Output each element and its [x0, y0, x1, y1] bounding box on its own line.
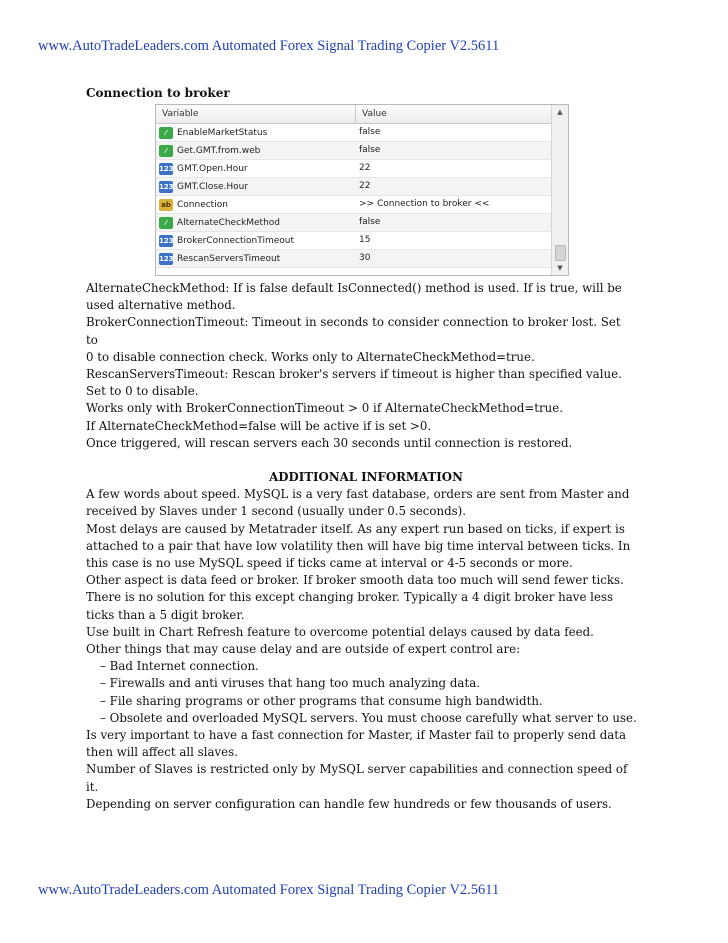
text-line: There is no solution for this except changing broker. Typically a 4 digit broker have less	[86, 590, 614, 605]
text-line: Other things that may cause delay and are outside of expert control are:	[86, 642, 521, 657]
table-row[interactable]	[156, 214, 552, 232]
value-cell[interactable]: 22	[359, 163, 371, 173]
value-cell[interactable]: false	[359, 145, 381, 155]
text-line: then will affect all slaves.	[86, 745, 238, 760]
list-item: – Bad Internet connection.	[100, 659, 259, 674]
text-line: Other aspect is data feed or broker. If broker smooth data too much will send fewer ticks.	[86, 573, 624, 588]
text-line: Is very important to have a fast connection for Master, if Master fail to properly send data	[86, 728, 627, 743]
table-header	[156, 105, 552, 124]
list-item: – File sharing programs or other programs that consume high bandwidth.	[100, 693, 543, 708]
text-line: it.	[86, 779, 99, 794]
variable-name: GMT.Open.Hour	[177, 163, 248, 174]
string-type-icon: ab	[159, 199, 173, 211]
variable-cell	[156, 232, 355, 249]
boolean-type-icon: ⁄	[159, 145, 173, 157]
document-body	[86, 280, 646, 813]
column-header-variable[interactable]: Variable	[156, 105, 356, 123]
text-line: Depending on server configuration can handle few hundreds or few thousands of users.	[86, 796, 612, 811]
text-line: Most delays are caused by Metatrader itself. As any expert run based on ticks, if expert is	[86, 521, 625, 536]
delay-causes-list	[86, 658, 646, 727]
text-line: 0 to disable connection check. Works only to AlternateCheckMethod=true.	[86, 349, 535, 364]
table-row[interactable]	[156, 124, 552, 142]
text-line: Use built in Chart Refresh feature to overcome potential delays caused by data feed.	[86, 624, 594, 639]
text-line: Once triggered, will rescan servers each 30 seconds until connection is restored.	[86, 435, 573, 450]
integer-type-icon: 123	[159, 164, 174, 173]
value-cell[interactable]: 15	[359, 235, 371, 245]
closing-text	[86, 727, 646, 813]
text-line: If AlternateCheckMethod=false will be active if is set >0.	[86, 418, 432, 433]
page-header: www.AutoTradeLeaders.com Automated Forex Signal Trading Copier V2.5611	[38, 38, 500, 54]
value-cell[interactable]: 22	[359, 181, 371, 191]
variable-name: BrokerConnectionTimeout	[177, 235, 294, 246]
list-item: – Firewalls and anti viruses that hang too much analyzing data.	[100, 676, 480, 691]
parameter-description	[86, 280, 646, 452]
value-cell[interactable]: 30	[359, 253, 371, 263]
variable-name: AlternateCheckMethod	[177, 217, 280, 228]
page-footer: www.AutoTradeLeaders.com Automated Forex Signal Trading Copier V2.5611	[38, 882, 500, 898]
parameters-table	[155, 104, 569, 276]
value-cell[interactable]: false	[359, 217, 381, 227]
table-scrollbar[interactable]	[551, 105, 568, 275]
variable-cell	[156, 196, 355, 213]
list-item: – Obsolete and overloaded MySQL servers. You must choose carefully what server to use.	[100, 710, 637, 725]
text-line: A few words about speed. MySQL is a very fast database, orders are sent from Master and	[86, 487, 630, 502]
text-line: AlternateCheckMethod: If is false default IsConnected() method is used. If is true, will be	[86, 281, 622, 295]
table-row[interactable]	[156, 142, 552, 160]
table-row[interactable]	[156, 232, 552, 250]
scroll-up-icon[interactable]: ▲	[557, 108, 563, 116]
variable-cell	[156, 124, 355, 141]
table-rows	[156, 124, 568, 268]
variable-cell	[156, 178, 355, 195]
scroll-down-icon[interactable]: ▼	[557, 264, 563, 272]
variable-cell	[156, 142, 355, 159]
additional-info-text	[86, 486, 646, 658]
additional-info-title: ADDITIONAL INFORMATION	[269, 470, 463, 485]
variable-name: RescanServersTimeout	[177, 253, 281, 264]
scroll-thumb[interactable]	[555, 245, 566, 261]
table-row[interactable]	[156, 196, 552, 214]
text-line: to	[86, 332, 98, 347]
variable-name: Connection	[177, 199, 228, 210]
variable-name: Get.GMT.from.web	[177, 145, 261, 156]
value-cell[interactable]: >> Connection to broker <<	[359, 199, 490, 209]
integer-type-icon: 123	[159, 182, 174, 191]
variable-cell	[156, 160, 355, 177]
text-line: RescanServersTimeout: Rescan broker's servers if timeout is higher than specified value.	[86, 367, 622, 382]
text-line: BrokerConnectionTimeout: Timeout in seconds to consider connection to broker lost. Set	[86, 315, 621, 330]
boolean-type-icon: ⁄	[159, 217, 173, 229]
column-header-value[interactable]: Value	[362, 109, 387, 119]
variable-name: EnableMarketStatus	[177, 127, 268, 138]
variable-cell	[156, 250, 355, 267]
value-cell[interactable]: false	[359, 127, 381, 137]
text-line: Set to 0 to disable.	[86, 384, 199, 399]
table-row[interactable]	[156, 250, 552, 268]
text-line: used alternative method.	[86, 298, 236, 313]
text-line: Works only with BrokerConnectionTimeout > 0 if AlternateCheckMethod=true.	[86, 401, 563, 416]
table-row[interactable]	[156, 160, 552, 178]
text-line: this case is no use MySQL speed if ticks came at interval or 4-5 seconds or more.	[86, 556, 573, 571]
text-line: ticks than a 5 digit broker.	[86, 607, 245, 622]
integer-type-icon: 123	[159, 254, 174, 263]
section-title: Connection to broker	[86, 86, 230, 100]
integer-type-icon: 123	[159, 236, 174, 245]
variable-name: GMT.Close.Hour	[177, 181, 249, 192]
text-line: Number of Slaves is restricted only by MySQL server capabilities and connection speed of	[86, 762, 628, 777]
text-line: attached to a pair that have low volatility then will have big time interval between ticks. In	[86, 538, 631, 553]
variable-cell	[156, 214, 355, 231]
table-row[interactable]	[156, 178, 552, 196]
boolean-type-icon: ⁄	[159, 127, 173, 139]
text-line: received by Slaves under 1 second (usually under 0.5 seconds).	[86, 504, 467, 519]
